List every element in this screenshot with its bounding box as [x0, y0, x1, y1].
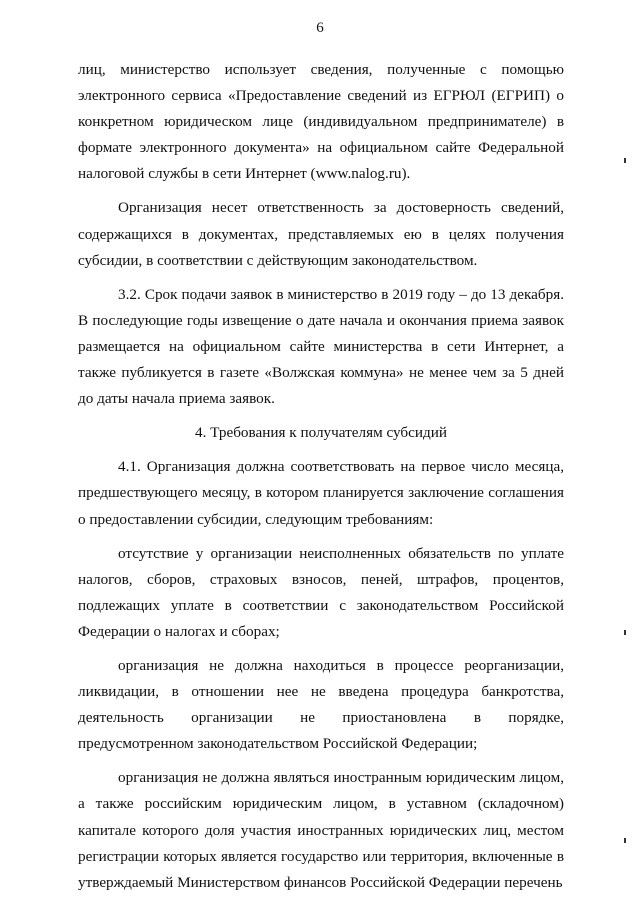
paragraph-reorganization: организация не должна находиться в процессе реорганизации, ликвидации, в отношении нее не введена процедура банкротства, деятельность организации не приостановлена в порядке, предусмотренном законодательством Российской Федерации; — [78, 656, 564, 753]
paragraph-4-1: 4.1. Организация должна соответствовать на первое число месяца, предшествующего месяцу, в котором планируется заключение соглашения о предоставлении субсидии, следующим требованиям: — [78, 458, 564, 528]
paragraph-egrul-service: лиц, министерство использует сведения, полученные с помощью электронного сервиса «Предоставление сведений из ЕГРЮЛ (ЕГРИП) о конкретном юридическом лице (индивидуальном предпринимателе) в формате электронного документа» на официальном сайте Федеральной налоговой службы в сети Интернет (www.nalog.ru). — [78, 61, 564, 183]
page-number: 6 — [316, 20, 324, 36]
paragraph-responsibility: Организация несет ответственность за достоверность сведений, содержащихся в документах, представляемых ею в целях получения субсидии, в соответствии с действующим законодательством. — [78, 199, 564, 269]
scan-mark — [624, 838, 626, 843]
paragraph-3-2-deadline: 3.2. Срок подачи заявок в министерство в 2019 году – до 13 декабря. В последующие годы извещение о дате начала и окончания приема заявок размещается на официальном сайте министерства в сети Интернет, а также публикуется в газете «Волжская коммуна» не менее чем за 5 дней до даты начала приема заявок. — [78, 285, 564, 408]
paragraph-foreign-entity: организация не должна являться иностранным юридическим лицом, а также российским юридическим лицом, в уставном (складочном) капитале которого доля участия иностранных юридических лиц, местом регистрации которых является государство или территория, включенные в утверждаемый Министерством финансов Российской Федерации перечень — [78, 769, 564, 891]
section-heading-4: 4. Требования к получателям субсидий — [194, 424, 447, 442]
scan-mark — [624, 630, 626, 635]
paragraph-tax-obligations: отсутствие у организации неисполненных обязательств по уплате налогов, сборов, страховых взносов, пеней, штрафов, процентов, подлежащих уплате в соответствии с законодательством Российской Федерации о налогах и сборах; — [78, 544, 564, 640]
scan-mark — [624, 158, 626, 163]
document-body — [78, 57, 564, 896]
